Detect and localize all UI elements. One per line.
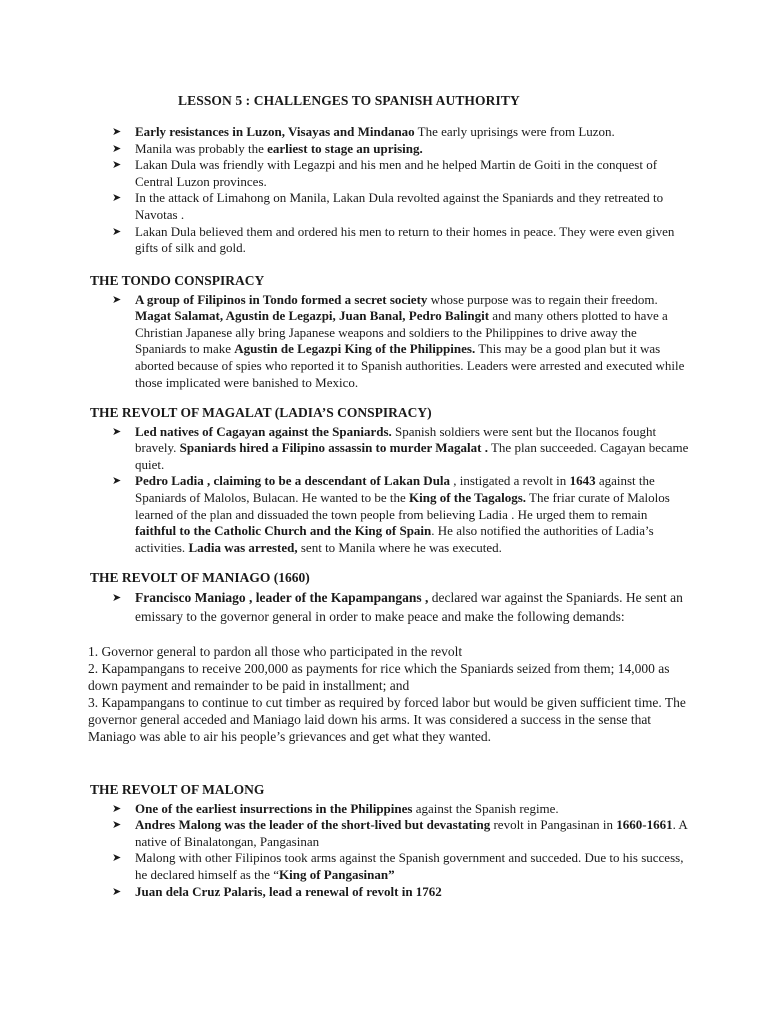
bold-text: King of the Tagalogs.: [409, 489, 527, 505]
maniago-list: [90, 588, 690, 626]
bold-text: Ladia was arrested,: [188, 539, 298, 555]
text: Lakan Dula was friendly with Legazpi and his men and he helped Martin de Goiti in the conquest of Central Luzon provinces.: [135, 157, 658, 189]
text: , instigated a revolt in: [450, 473, 570, 489]
malong-list: [90, 801, 690, 901]
list-item: [112, 423, 690, 474]
arrow-bullet-icon: ➤: [112, 224, 122, 238]
arrow-bullet-icon: ➤: [112, 191, 122, 205]
arrow-bullet-icon: ➤: [112, 474, 122, 488]
list-item: [112, 124, 690, 141]
arrow-bullet-icon: ➤: [112, 125, 122, 138]
text: revolt in Pangasinan in: [490, 817, 617, 833]
list-item: [112, 223, 690, 257]
text: Spanish soldiers were sent but the Ilocanos fought bravely.: [135, 423, 657, 456]
list-item: [112, 140, 690, 158]
bold-text: 1660-1661: [616, 817, 673, 833]
arrow-bullet-icon: ➤: [112, 590, 122, 604]
list-item: [112, 588, 690, 626]
text: Malong with other Filipinos took arms against the Spanish government and succeded. Due to his success, he declared himself as the “: [135, 850, 684, 882]
section-heading: THE REVOLT OF MAGALAT (LADIA’S CONSPIRACY): [90, 405, 432, 420]
intro-section: [90, 124, 690, 257]
text: declared war against the Spaniards. He sent an emissary to the governor general in order to make peace and make the following demands:: [135, 589, 683, 624]
list-item: [112, 473, 690, 556]
demand-item: 1. Governor general to pardon all those who participated in the revolt: [88, 644, 463, 659]
text: sent to Manila where he was executed.: [297, 539, 502, 555]
text: . He also notified the authorities of Ladia’s activities.: [135, 523, 654, 555]
magalat-list: [90, 424, 690, 557]
bold-text: earliest to stage an uprising.: [267, 140, 423, 156]
page-title: LESSON 5 : CHALLENGES TO SPANISH AUTHORITY: [178, 93, 520, 108]
text: Lakan Dula believed them and ordered his men to return to their homes in peace. They were even given gifts of silk and gold.: [135, 223, 675, 256]
text: The plan succeeded. Cagayan became quiet.: [135, 440, 689, 472]
demand-item: 3. Kapampangans to continue to cut timber as required by forced labor but would be given sufficient time. The governor general acceded and Maniago laid down his arms. It was considered a success in the sense that Maniago was able to air his people’s grievances and get what they wanted.: [88, 695, 686, 744]
list-item: [112, 883, 690, 901]
text: The early uprisings were from Luzon.: [414, 124, 615, 139]
text: Manila was probably the: [135, 140, 268, 156]
list-item: [112, 817, 690, 850]
magalat-section: [90, 405, 690, 556]
text: whose purpose was to regain their freedom.: [427, 291, 658, 307]
bold-text: Agustin de Legazpi King of the Philippines.: [234, 341, 476, 357]
arrow-bullet-icon: ➤: [112, 424, 122, 438]
text: against the Spanish regime.: [412, 800, 559, 816]
arrow-bullet-icon: ➤: [112, 884, 122, 898]
bold-text: Francisco Maniago , leader of the Kapampangans ,: [135, 589, 429, 605]
intro-list: [90, 124, 690, 257]
section-heading: THE REVOLT OF MALONG: [90, 782, 265, 797]
list-item: [112, 850, 690, 883]
malong-section: [90, 782, 690, 900]
text: The friar curate of Malolos learned of the plan and dissuaded the town people from believing Ladia . He urged them to remain: [135, 489, 670, 522]
arrow-bullet-icon: ➤: [112, 292, 122, 306]
bold-text: A group of Filipinos in Tondo formed a secret society: [135, 291, 428, 307]
section-heading: THE REVOLT OF MANIAGO (1660): [90, 570, 310, 585]
bold-text: Juan dela Cruz Palaris, lead a renewal of revolt in 1762: [135, 883, 442, 899]
bold-text: 1643: [569, 473, 596, 489]
bold-text: One of the earliest insurrections in the Philippines: [135, 800, 413, 816]
list-item: [112, 800, 690, 818]
text: This may be a good plan but it was aborted because of spies who reported it to Spanish authorities. Leaders were arrested and executed while those implicated were banished to Mexico.: [135, 341, 685, 390]
arrow-bullet-icon: ➤: [112, 818, 122, 832]
text: In the attack of Limahong on Manila, Lakan Dula revolted against the Spaniards and they retreated to Navotas .: [135, 190, 664, 222]
bold-text: King of Pangasinan”: [279, 866, 395, 882]
arrow-bullet-icon: ➤: [112, 158, 122, 172]
bold-text: Spaniards hired a Filipino assassin to murder Magalat .: [179, 440, 488, 456]
bold-text: faithful to the Catholic Church and the King of Spain: [135, 523, 432, 539]
list-item: [112, 190, 690, 223]
arrow-bullet-icon: ➤: [112, 851, 122, 865]
list-item: [112, 157, 690, 190]
demand-item: 2. Kapampangans to receive 200,000 as payments for rice which the Spaniards seized from them; 14,000 as down payment and remainder to be paid in installment; and: [88, 661, 670, 693]
arrow-bullet-icon: ➤: [112, 801, 122, 815]
tondo-list: [90, 292, 690, 392]
list-item: [112, 291, 690, 392]
arrow-bullet-icon: ➤: [112, 141, 122, 155]
text: and many others plotted to have a Christian Japanese ally bring Japanese weapons and soldiers to the Philippines to drive away the Spaniards to make: [135, 308, 668, 357]
bold-text: Andres Malong was the leader of the short-lived but devastating: [135, 817, 491, 833]
bold-text: Early resistances in Luzon, Visayas and Mindanao: [135, 124, 415, 139]
section-heading: THE TONDO CONSPIRACY: [90, 273, 265, 288]
maniago-demands: [88, 643, 690, 745]
bold-text: Led natives of Cagayan against the Spaniards.: [135, 423, 392, 439]
text: . A native of Binalatongan, Pangasinan: [135, 817, 688, 849]
tondo-section: [90, 273, 690, 391]
bold-text: Pedro Ladia , claiming to be a descendant of Lakan Dula: [135, 473, 451, 489]
bold-text: Magat Salamat, Agustin de Legazpi, Juan Banal, Pedro Balingit: [135, 308, 490, 324]
text: against the Spaniards of Malolos, Bulacan. He wanted to be the: [135, 473, 655, 505]
maniago-section: [90, 570, 690, 626]
